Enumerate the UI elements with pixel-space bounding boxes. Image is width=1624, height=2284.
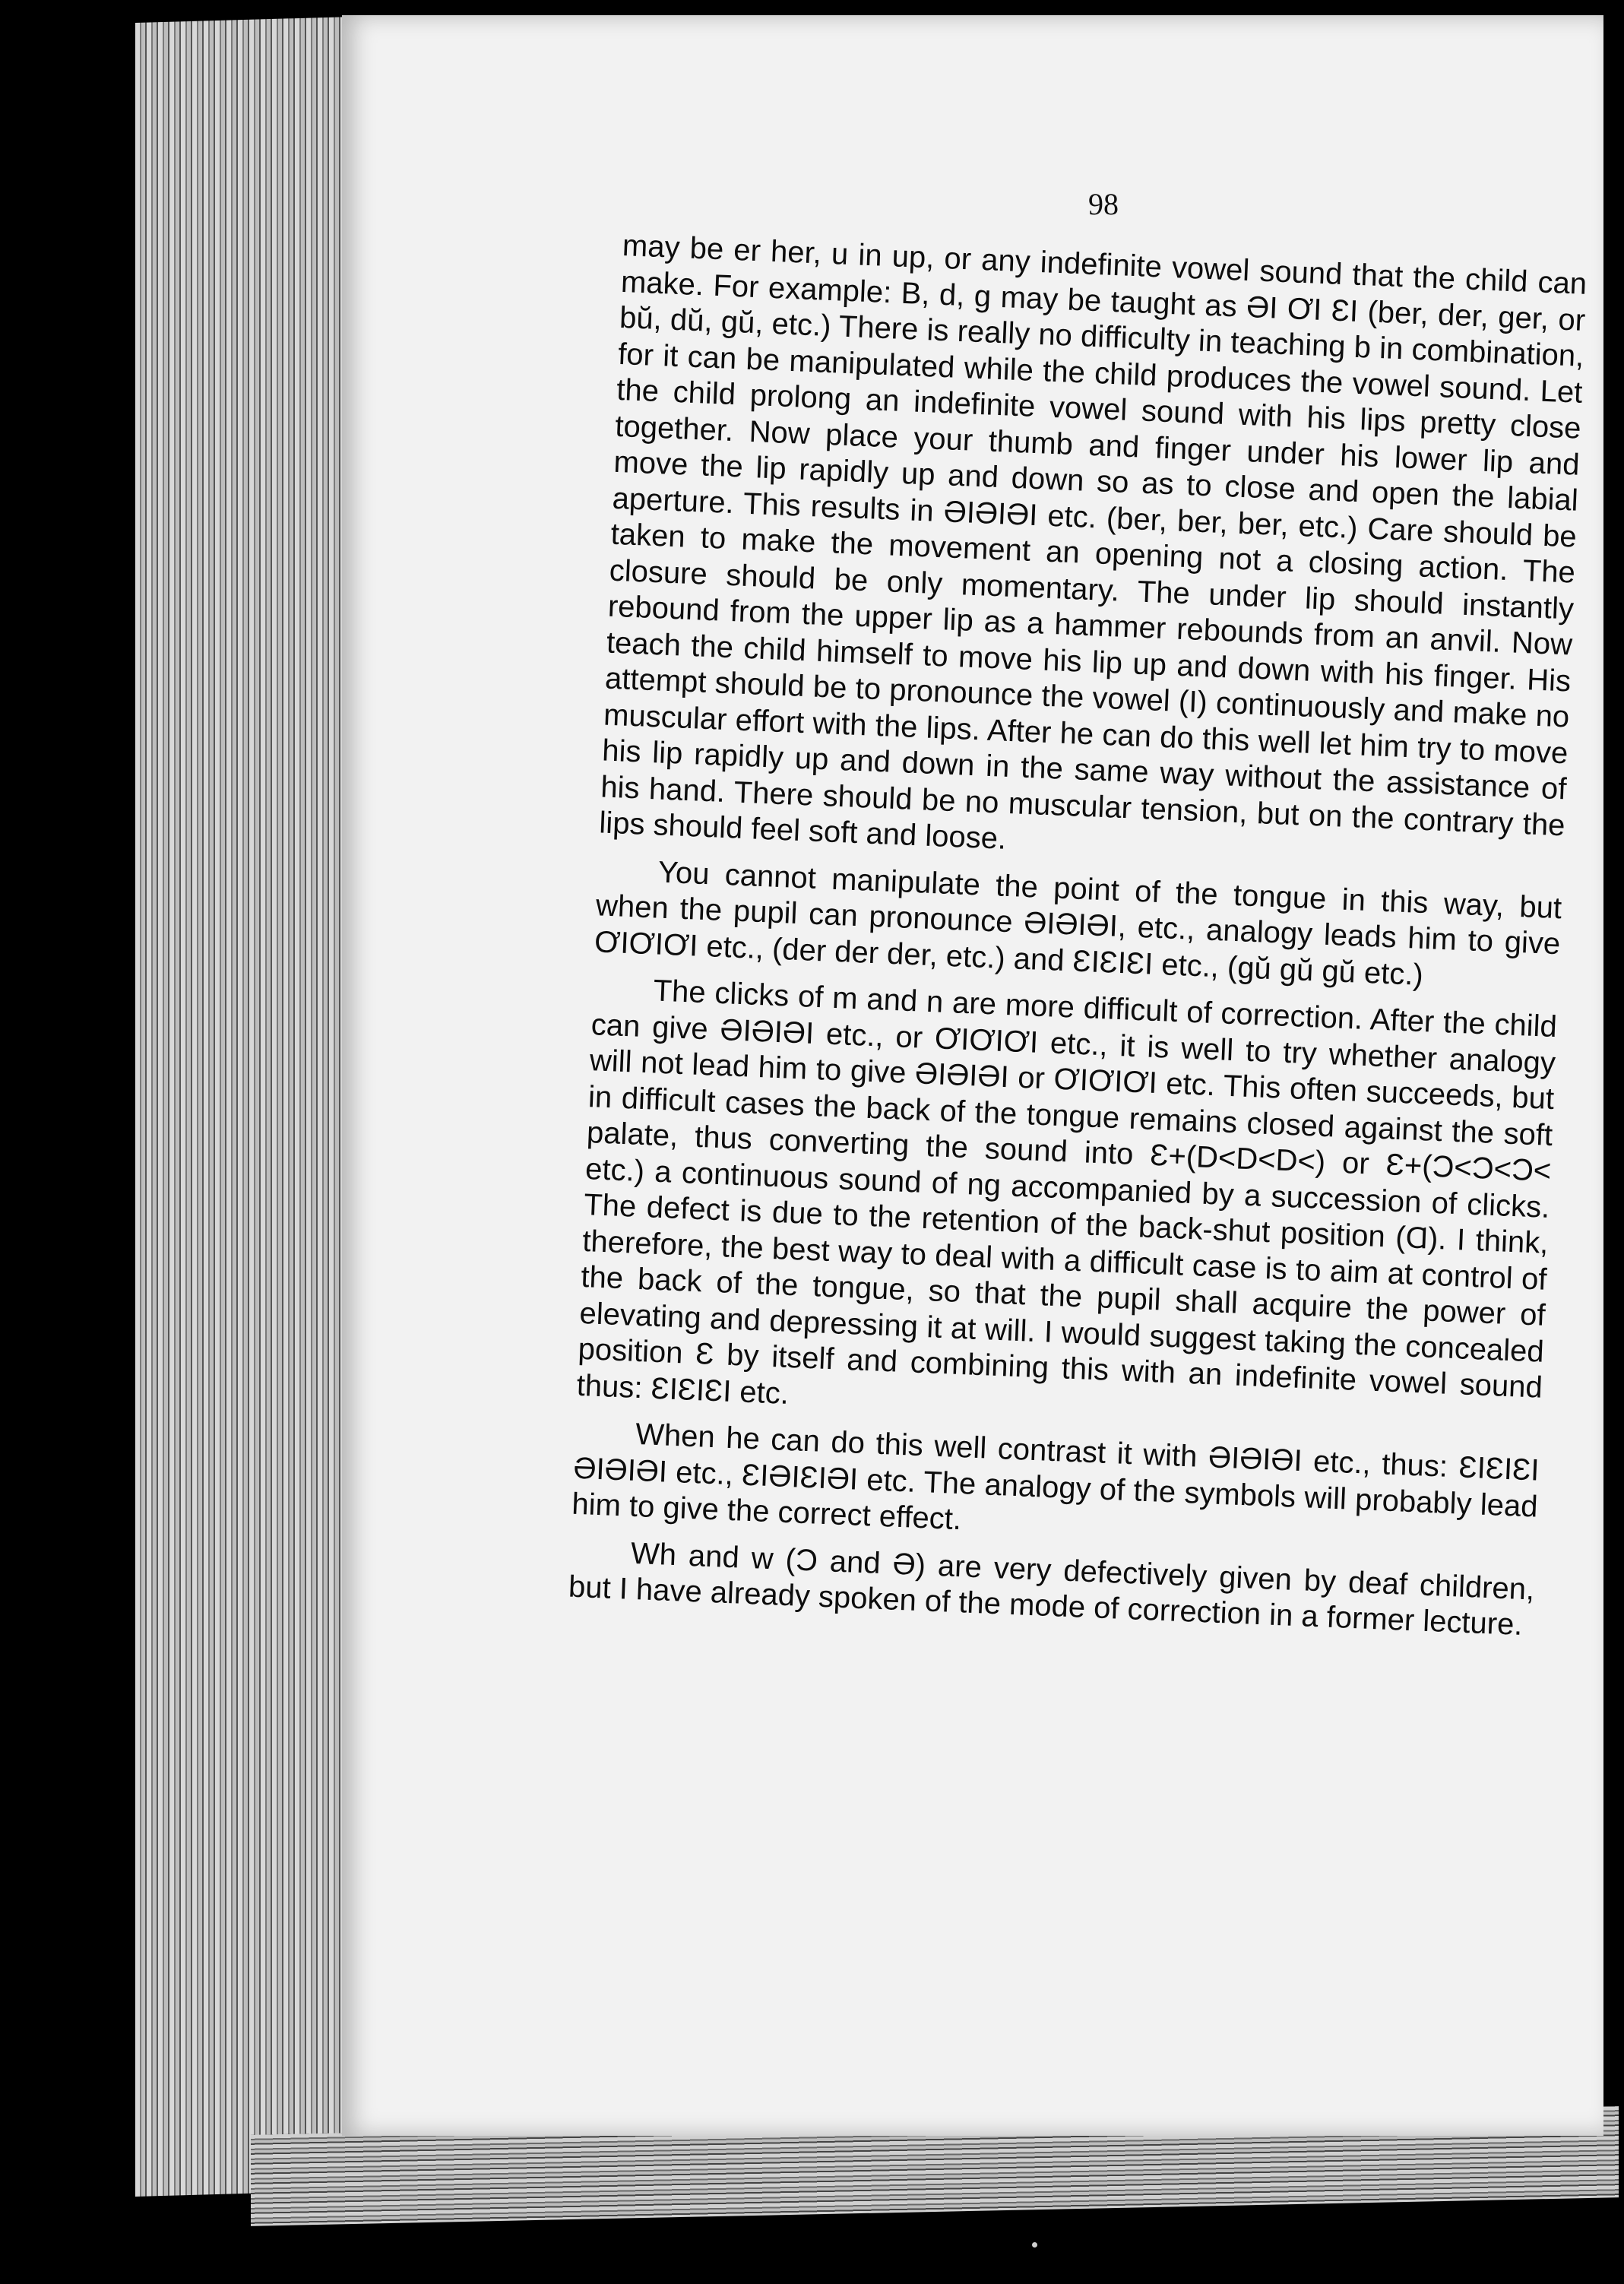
page-number: 98 [1088, 187, 1119, 221]
paragraph-1: may be er her, u in up, or any indefinite vowel sound that the child can make. For example: B, d, g may be taught as ƏI ƠI ƐI (ber, der, ger, or bŭ, dŭ, gŭ, etc.) There is really no difficulty in teaching b in combination, for it can be manipulated while the child produces the vowel sound. Let the child prolong an indefinite vowel sound with his lips pretty close together. Now place your thumb and finger under his lower lip and move the lip rapidly up and down so as to close and open the labial aperture. This results in ƏIƏIƏI etc. (ber, ber, ber, etc.) Care should be taken to make the movement an opening not a closing action. The closure should be only momentary. The under lip should instantly rebound from the upper lip as a hammer rebounds from an anvil. Now teach the child himself to move his lip up and down with his finger. His attempt should be to pronounce the vowel (I) continuously and make no muscular effort with the lips. After he can do this well let him try to move his lip rapidly up and down in the same way without the assistance of his hand. There should be no muscular tension, but on the contrary the lips should feel soft and loose. [598, 228, 1588, 856]
book-page-edges [135, 17, 363, 2197]
dust-speck [1032, 2242, 1037, 2248]
paragraph-2: You cannot manipulate the point of the tongue in this way, but when the pupil can pronounce ƏIƏIƏI, etc., analogy leads him to give ƠIƠIƠI etc., (der der der, etc.) and ƐIƐIƐI etc., (gŭ gŭ gŭ etc.) [594, 855, 1562, 992]
page-text [568, 228, 1588, 1644]
paragraph-3: The clicks of m and n are more difficult of correction. After the child can give ƏIƏIƏI etc., or ƠIƠIƠI etc., it is well to try whether analogy will not lead him to give ƏIƏIƏI or ƠIƠIƠI etc. This often succeeds, but in difficult cases the back of the tongue remains closed against the soft palate, thus converting the sound into Ɛ+(D<D<D<) or Ɛ+(Ɔ<Ɔ<Ɔ< etc.) a continuous sound of ng accompanied by a succession of clicks. The defect is due to the retention of the back-shut position (Ɑ). I think, therefore, the best way to deal with a difficult case is to aim at control of the back of the tongue, so that the pupil shall acquire the power of elevating and depressing it at will. I would suggest taking the concealed position Ɛ by itself and combining this with an indefinite vowel sound thus: ƐIƐIƐI etc. [575, 974, 1558, 1411]
paragraph-4: When he can do this well contrast it with ƏIƏIƏI etc., thus: ƐIƐIƐI ƏIƏIƏI etc., ƐIƏIƐIƏI etc. The analogy of the symbols will probably lead him to give the correct effect. [571, 1417, 1540, 1537]
paragraph-5: Wh and w (Ɔ and Ə) are very defectively given by deaf children, but I have already spoken of the mode of correction in a former lecture. [568, 1536, 1535, 1642]
